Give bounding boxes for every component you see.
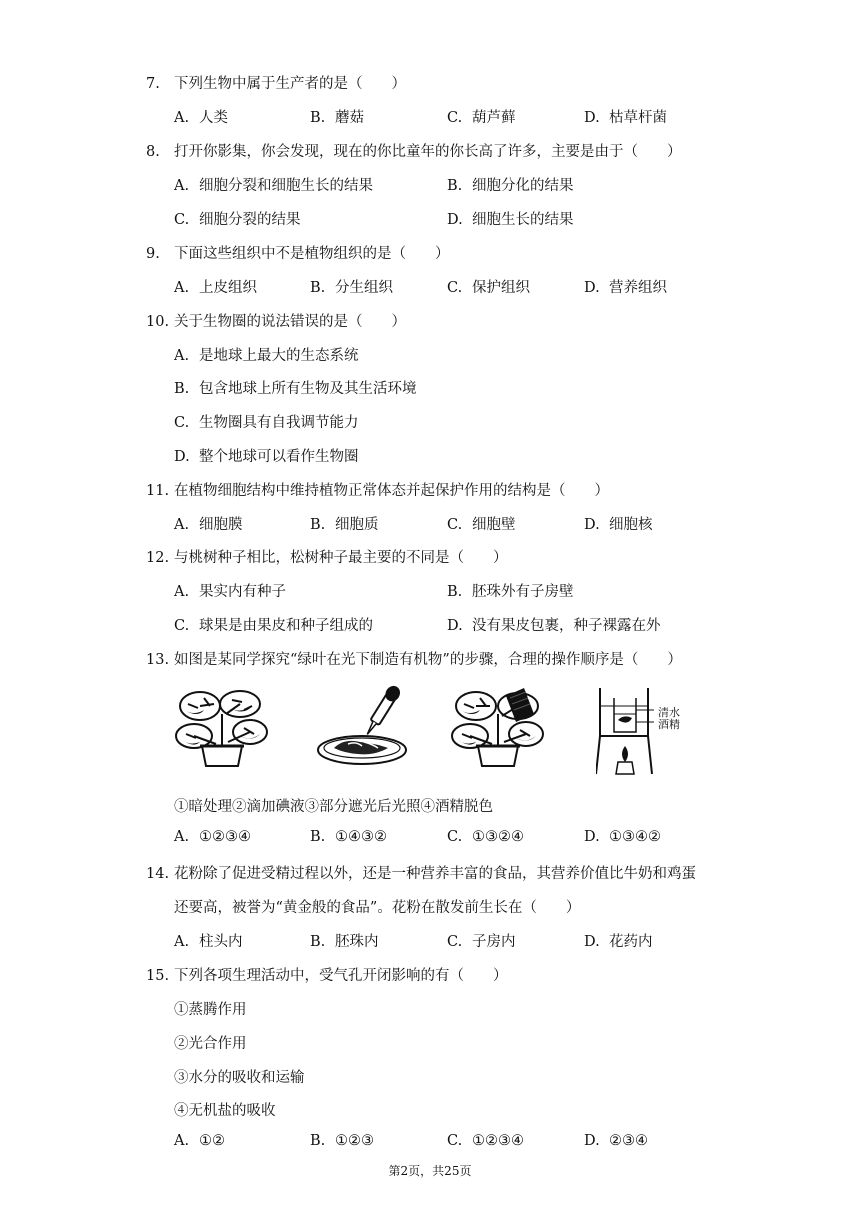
option: A. 是地球上最大的生态系统 (174, 348, 359, 364)
option: B. ①④③② (310, 829, 387, 845)
option: C. 子房内 (447, 934, 516, 950)
question-15-item: ③水分的吸收和运输 (174, 1070, 305, 1086)
question-15-item: ④无机盐的吸收 (174, 1103, 276, 1119)
option: D. 细胞生长的结果 (447, 212, 574, 228)
option: D. ②③④ (584, 1133, 648, 1149)
option: D. ①③④② (584, 829, 661, 845)
alcohol-label: 酒精 (658, 718, 680, 731)
option: C. 葫芦藓 (447, 110, 516, 126)
plant-dark-treatment-figure (174, 684, 270, 772)
question-10-stem: 10. 关于生物圈的说法错误的是（ ） (146, 314, 406, 330)
question-14-stem-continued: 还要高，被誉为“黄金般的食品”。花粉在散发前生长在（ ） (174, 900, 581, 916)
option: D. 细胞核 (584, 517, 653, 533)
option: C. ①②③④ (447, 1133, 524, 1149)
option: D. 枯草杆菌 (584, 110, 667, 126)
question-15-item: ②光合作用 (174, 1036, 247, 1052)
option: B. 包含地球上所有生物及其生活环境 (174, 381, 417, 397)
option: B. ①②③ (310, 1133, 374, 1149)
option: A. 人类 (174, 110, 228, 126)
question-9-stem: 9. 下面这些组织中不是植物组织的是（ ） (146, 246, 450, 262)
option: B. 蘑菇 (310, 110, 364, 126)
option: C. 保护组织 (447, 280, 530, 296)
question-12-stem: 12. 与桃树种子相比，松树种子最主要的不同是（ ） (146, 550, 508, 566)
option: B. 胚珠内 (310, 934, 379, 950)
partial-shading-figure (450, 684, 546, 772)
iodine-drop-figure (312, 684, 412, 772)
option: D. 没有果皮包裹，种子裸露在外 (447, 618, 661, 634)
question-13-stem: 13. 如图是某同学探究“绿叶在光下制造有机物”的步骤，合理的操作顺序是（ ） (146, 652, 682, 668)
alcohol-decolorize-figure (596, 684, 660, 776)
option: D. 花药内 (584, 934, 653, 950)
question-14-stem: 14. 花粉除了促进受精过程以外，还是一种营养丰富的食品，其营养价值比牛奶和鸡蛋 (146, 866, 696, 882)
option: B. 胚珠外有子房壁 (447, 584, 574, 600)
question-13-steps: ①暗处理②滴加碘液③部分遮光后光照④酒精脱色 (174, 799, 493, 815)
option: A. 细胞分裂和细胞生长的结果 (174, 178, 373, 194)
option: D. 整个地球可以看作生物圈 (174, 449, 359, 465)
water-label: 清水 (658, 706, 680, 719)
option: A. 细胞膜 (174, 517, 243, 533)
option: C. ①③②④ (447, 829, 524, 845)
question-7-stem: 7. 下列生物中属于生产者的是（ ） (146, 76, 406, 92)
option: C. 细胞壁 (447, 517, 516, 533)
page-footer: 第2页，共25页 (388, 1164, 472, 1178)
option: A. ①②③④ (174, 829, 251, 845)
option: C. 生物圈具有自我调节能力 (174, 415, 359, 431)
question-8-stem: 8. 打开你影集，你会发现，现在的你比童年的你长高了许多，主要是由于（ ） (146, 144, 682, 160)
option: A. ①② (174, 1133, 225, 1149)
option: A. 柱头内 (174, 934, 243, 950)
question-11-stem: 11. 在植物细胞结构中维持植物正常体态并起保护作用的结构是（ ） (146, 483, 609, 499)
option: A. 果实内有种子 (174, 584, 286, 600)
option: B. 细胞分化的结果 (447, 178, 574, 194)
question-15-item: ①蒸腾作用 (174, 1002, 247, 1018)
option: B. 分生组织 (310, 280, 393, 296)
option: D. 营养组织 (584, 280, 667, 296)
question-15-stem: 15. 下列各项生理活动中，受气孔开闭影响的有（ ） (146, 968, 508, 984)
option: C. 球果是由果皮和种子组成的 (174, 618, 373, 634)
option: C. 细胞分裂的结果 (174, 212, 301, 228)
option: B. 细胞质 (310, 517, 379, 533)
option: A. 上皮组织 (174, 280, 257, 296)
